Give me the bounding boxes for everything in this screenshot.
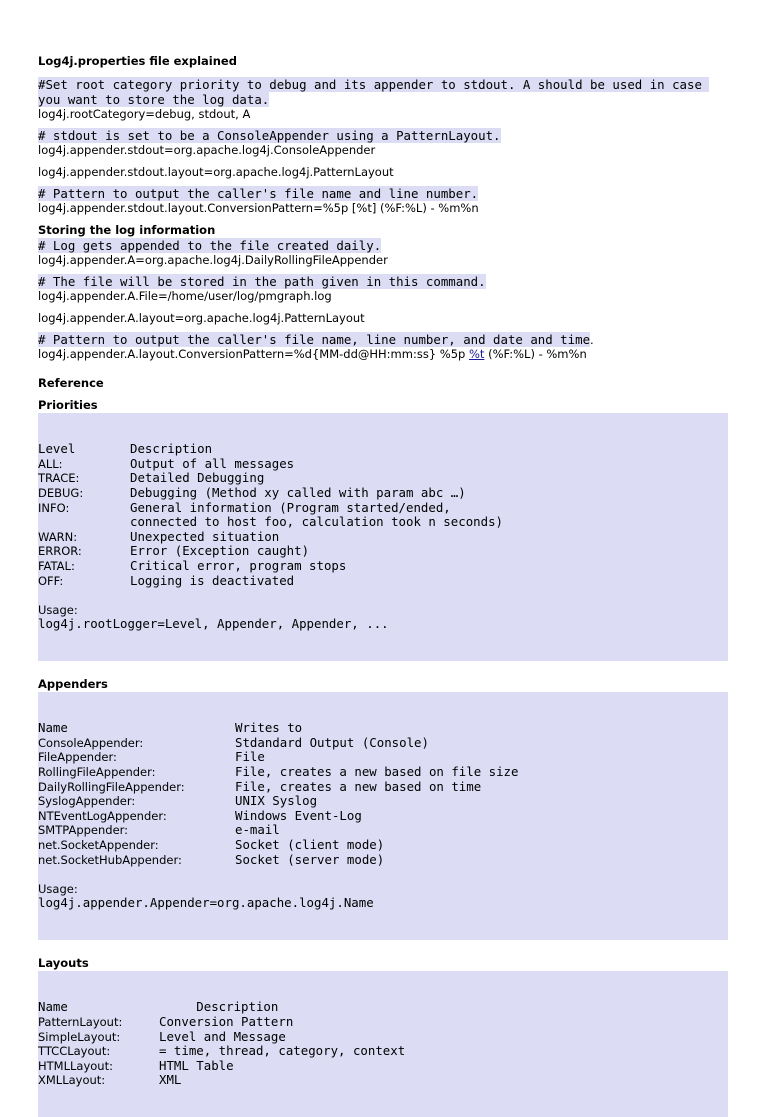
priority-row — [38, 530, 728, 545]
layout-value: Level and Message — [159, 1028, 286, 1044]
appender-key: FileAppender: — [38, 750, 117, 765]
priority-row — [38, 442, 728, 457]
layout-key: XMLLayout: — [38, 1073, 106, 1088]
storing-code-file: log4j.appender.A.File=/home/user/log/pmgraph.log — [38, 289, 332, 303]
appender-value: Socket (client mode) — [235, 837, 385, 853]
priority-value: Description — [130, 441, 213, 457]
priorities-usage: log4j.rootLogger=Level, Appender, Appender, ... — [38, 616, 389, 632]
stdout-comment: # stdout is set to be a ConsoleAppender using a PatternLayout. — [38, 128, 501, 143]
priority-row — [38, 486, 728, 501]
appender-key: SMTPAppender: — [38, 823, 129, 838]
appender-value: File, creates a new based on file size — [235, 764, 519, 780]
priority-row — [38, 501, 728, 516]
appender-key: RollingFileAppender: — [38, 765, 156, 780]
priority-key: TRACE: — [38, 471, 80, 486]
priorities-usage-label: Usage: — [38, 602, 78, 617]
appender-value: Stdandard Output (Console) — [235, 734, 429, 750]
priority-value: Detailed Debugging — [130, 470, 265, 486]
appender-value: File, creates a new based on time — [235, 778, 482, 794]
storing-section — [38, 223, 728, 362]
appender-value: e-mail — [235, 822, 280, 838]
storing-comment-pattern: # Pattern to output the caller's file name, line number, and date and time — [38, 332, 591, 347]
stdout-section — [38, 128, 728, 216]
layout-value: = time, thread, category, context — [159, 1043, 406, 1059]
priority-key: Level — [38, 441, 76, 457]
stdout-code-pattern: log4j.appender.stdout.layout.ConversionPattern=%5p [%t] (%F:%L) - %m%n — [38, 201, 479, 215]
layout-value: Description — [159, 999, 279, 1015]
layout-row — [38, 1059, 728, 1074]
appender-row — [38, 838, 728, 853]
layout-row — [38, 1073, 728, 1088]
priority-key: WARN: — [38, 529, 78, 544]
storing-heading: Storing the log information — [38, 223, 216, 237]
storing-comment-daily: # Log gets appended to the file created daily. — [38, 238, 382, 253]
priority-key: DEBUG: — [38, 485, 84, 500]
layout-value: Conversion Pattern — [159, 1013, 294, 1029]
appenders-usage: log4j.appender.Appender=org.apache.log4j.Name — [38, 895, 374, 911]
layouts-section — [38, 956, 728, 1117]
layouts-heading: Layouts — [38, 956, 89, 971]
appender-row — [38, 853, 728, 868]
appender-key: DailyRollingFileAppender: — [38, 779, 185, 794]
document-page — [38, 52, 728, 1117]
layout-row — [38, 1030, 728, 1045]
root-comment: #Set root category priority to debug and its appender to stdout. A should be used in case you want to store the log data. — [38, 77, 710, 107]
layout-value: XML — [159, 1072, 182, 1088]
priority-row — [38, 515, 728, 530]
appender-row — [38, 794, 728, 809]
priorities-rows — [38, 442, 728, 588]
layout-key: PatternLayout: — [38, 1014, 123, 1029]
priority-key: OFF: — [38, 573, 64, 588]
appenders-table — [38, 692, 728, 940]
layout-row — [38, 1044, 728, 1059]
priority-value: Unexpected situation — [130, 528, 280, 544]
priorities-table — [38, 413, 728, 661]
appender-key: NTEventLogAppender: — [38, 808, 167, 823]
stdout-code-appender: log4j.appender.stdout=org.apache.log4j.ConsoleAppender — [38, 143, 376, 157]
root-section — [38, 77, 728, 122]
priority-value: General information (Program started/ended, — [130, 499, 451, 515]
priority-row — [38, 471, 728, 486]
priority-value: Output of all messages — [130, 455, 295, 471]
storing-comment-pattern-end: . — [590, 333, 594, 347]
priorities-heading: Priorities — [38, 398, 98, 412]
layout-key: HTMLLayout: — [38, 1058, 113, 1073]
appender-row — [38, 721, 728, 736]
priority-value: connected to host foo, calculation took n seconds) — [130, 514, 503, 530]
appender-key: net.SocketAppender: — [38, 838, 159, 853]
layout-row — [38, 1000, 728, 1015]
priority-row — [38, 457, 728, 472]
appender-value: UNIX Syslog — [235, 793, 318, 809]
layout-value: HTML Table — [159, 1057, 234, 1073]
appenders-rows — [38, 721, 728, 867]
layout-key: SimpleLayout: — [38, 1029, 121, 1044]
appender-row — [38, 736, 728, 751]
appender-value: File — [235, 749, 265, 765]
storing-code-layout: log4j.appender.A.layout=org.apache.log4j.PatternLayout — [38, 311, 365, 325]
appender-key: net.SocketHubAppender: — [38, 852, 182, 867]
appender-row — [38, 809, 728, 824]
appender-value: Socket (server mode) — [235, 851, 385, 867]
layouts-rows — [38, 1000, 728, 1088]
priority-key: ALL: — [38, 456, 63, 471]
priority-value: Error (Exception caught) — [130, 543, 310, 559]
pattern-prefix: log4j.appender.A.layout.ConversionPattern=%d{MM-dd@HH:mm:ss} %5p — [38, 347, 469, 361]
root-code: log4j.rootCategory=debug, stdout, A — [38, 107, 251, 121]
appender-row — [38, 765, 728, 780]
appender-row — [38, 823, 728, 838]
priority-key: FATAL: — [38, 558, 75, 573]
priority-row — [38, 559, 728, 574]
priority-key: INFO: — [38, 500, 70, 515]
layout-key: Name — [38, 999, 68, 1015]
storing-code-pattern — [38, 347, 728, 362]
layout-row — [38, 1015, 728, 1030]
priorities-section — [38, 398, 728, 661]
appender-row — [38, 750, 728, 765]
priority-row — [38, 544, 728, 559]
appenders-heading: Appenders — [38, 677, 108, 692]
pattern-suffix: (%F:%L) - %m%n — [484, 347, 587, 361]
stdout-code-layout: log4j.appender.stdout.layout=org.apache.log4j.PatternLayout — [38, 165, 394, 179]
reference-heading: Reference — [38, 376, 104, 390]
storing-comment-path: # The file will be stored in the path given in this command. — [38, 274, 486, 289]
priority-row — [38, 574, 728, 589]
appenders-usage-label: Usage: — [38, 881, 78, 896]
doc-title: Log4j.properties file explained — [38, 54, 237, 68]
appender-key: Name — [38, 720, 68, 736]
appenders-section — [38, 677, 728, 940]
priority-value: Critical error, program stops — [130, 557, 347, 573]
pattern-thread-link[interactable]: %t — [469, 347, 485, 361]
priority-value: Logging is deactivated — [130, 572, 295, 588]
layouts-table — [38, 971, 728, 1117]
storing-code-appender: log4j.appender.A=org.apache.log4j.DailyRollingFileAppender — [38, 253, 388, 267]
layout-key: TTCCLayout: — [38, 1044, 111, 1059]
stdout-pattern-comment: # Pattern to output the caller's file name and line number. — [38, 186, 479, 201]
appender-key: SyslogAppender: — [38, 794, 136, 809]
priority-key: ERROR: — [38, 544, 82, 559]
priority-key — [38, 515, 130, 530]
appender-value: Writes to — [235, 720, 303, 736]
priority-value: Debugging (Method xy called with param abc …) — [130, 484, 466, 500]
appender-row — [38, 780, 728, 795]
appender-value: Windows Event-Log — [235, 807, 362, 823]
appender-key: ConsoleAppender: — [38, 735, 144, 750]
